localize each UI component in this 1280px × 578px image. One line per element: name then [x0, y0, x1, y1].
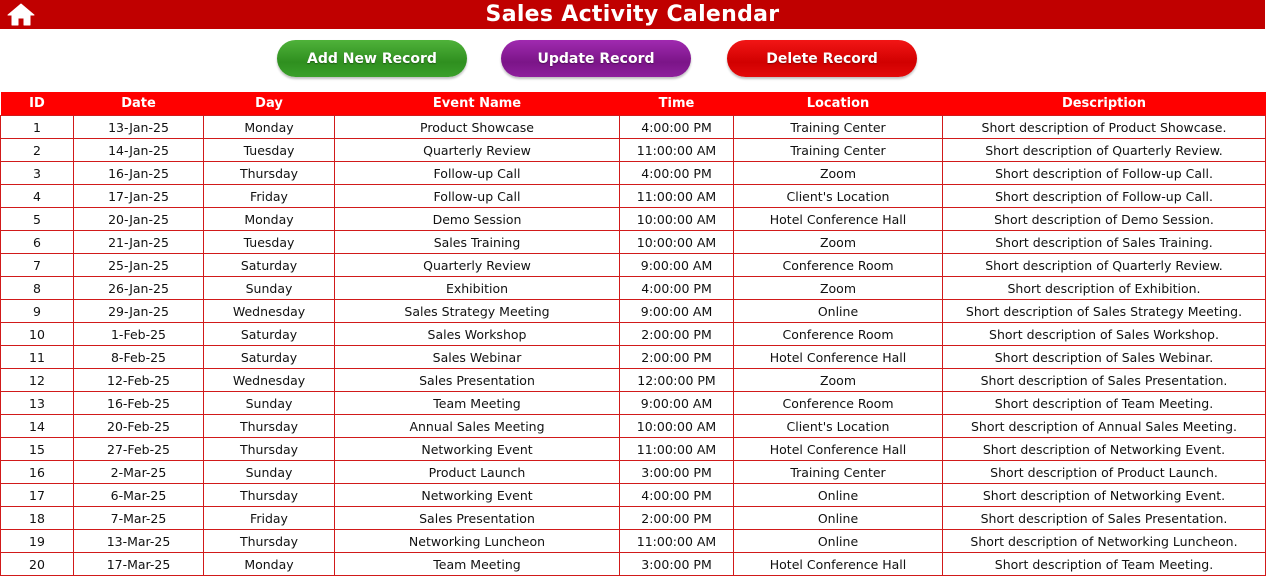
cell-day[interactable]: Monday: [204, 208, 335, 231]
cell-time[interactable]: 2:00:00 PM: [620, 507, 734, 530]
cell-id[interactable]: 6: [1, 231, 74, 254]
cell-description[interactable]: Short description of Team Meeting.: [943, 392, 1266, 415]
update-record-button[interactable]: Update Record: [501, 40, 691, 77]
cell-event-name[interactable]: Follow-up Call: [335, 162, 620, 185]
cell-description[interactable]: Short description of Follow-up Call.: [943, 162, 1266, 185]
cell-day[interactable]: Thursday: [204, 162, 335, 185]
cell-date[interactable]: 13-Jan-25: [74, 116, 204, 139]
cell-time[interactable]: 9:00:00 AM: [620, 254, 734, 277]
cell-location[interactable]: Hotel Conference Hall: [734, 208, 943, 231]
cell-id[interactable]: 1: [1, 116, 74, 139]
cell-location[interactable]: Zoom: [734, 369, 943, 392]
cell-description[interactable]: Short description of Quarterly Review.: [943, 254, 1266, 277]
cell-day[interactable]: Wednesday: [204, 300, 335, 323]
cell-description[interactable]: Short description of Sales Presentation.: [943, 369, 1266, 392]
cell-id[interactable]: 4: [1, 185, 74, 208]
cell-id[interactable]: 18: [1, 507, 74, 530]
cell-event-name[interactable]: Networking Event: [335, 438, 620, 461]
cell-location[interactable]: Training Center: [734, 116, 943, 139]
add-new-record-button[interactable]: Add New Record: [277, 40, 467, 77]
cell-time[interactable]: 10:00:00 AM: [620, 415, 734, 438]
cell-description[interactable]: Short description of Sales Webinar.: [943, 346, 1266, 369]
table-row[interactable]: [1, 254, 1266, 277]
table-row[interactable]: [1, 392, 1266, 415]
cell-description[interactable]: Short description of Product Launch.: [943, 461, 1266, 484]
cell-day[interactable]: Tuesday: [204, 139, 335, 162]
cell-location[interactable]: Client's Location: [734, 185, 943, 208]
cell-description[interactable]: Short description of Networking Event.: [943, 438, 1266, 461]
table-row[interactable]: [1, 185, 1266, 208]
cell-date[interactable]: 1-Feb-25: [74, 323, 204, 346]
cell-id[interactable]: 12: [1, 369, 74, 392]
cell-description[interactable]: Short description of Team Meeting.: [943, 553, 1266, 576]
cell-event-name[interactable]: Sales Webinar: [335, 346, 620, 369]
cell-location[interactable]: Training Center: [734, 461, 943, 484]
cell-location[interactable]: Online: [734, 300, 943, 323]
cell-event-name[interactable]: Exhibition: [335, 277, 620, 300]
cell-day[interactable]: Friday: [204, 185, 335, 208]
cell-date[interactable]: 16-Jan-25: [74, 162, 204, 185]
column-header-location[interactable]: Location: [734, 92, 943, 116]
cell-day[interactable]: Sunday: [204, 461, 335, 484]
table-row[interactable]: [1, 346, 1266, 369]
cell-event-name[interactable]: Sales Training: [335, 231, 620, 254]
cell-day[interactable]: Sunday: [204, 392, 335, 415]
cell-day[interactable]: Monday: [204, 116, 335, 139]
cell-event-name[interactable]: Follow-up Call: [335, 185, 620, 208]
cell-id[interactable]: 16: [1, 461, 74, 484]
column-header-event-name[interactable]: Event Name: [335, 92, 620, 116]
cell-event-name[interactable]: Sales Workshop: [335, 323, 620, 346]
cell-date[interactable]: 13-Mar-25: [74, 530, 204, 553]
cell-day[interactable]: Thursday: [204, 415, 335, 438]
column-header-date[interactable]: Date: [74, 92, 204, 116]
cell-time[interactable]: 11:00:00 AM: [620, 438, 734, 461]
cell-id[interactable]: 20: [1, 553, 74, 576]
cell-date[interactable]: 27-Feb-25: [74, 438, 204, 461]
table-row[interactable]: [1, 438, 1266, 461]
cell-date[interactable]: 20-Jan-25: [74, 208, 204, 231]
table-row[interactable]: [1, 553, 1266, 576]
table-row[interactable]: [1, 323, 1266, 346]
cell-event-name[interactable]: Product Launch: [335, 461, 620, 484]
right-gutter: [1265, 0, 1280, 578]
cell-id[interactable]: 11: [1, 346, 74, 369]
cell-time[interactable]: 9:00:00 AM: [620, 300, 734, 323]
cell-date[interactable]: 26-Jan-25: [74, 277, 204, 300]
cell-date[interactable]: 17-Jan-25: [74, 185, 204, 208]
table-body: [1, 116, 1266, 576]
cell-location[interactable]: Client's Location: [734, 415, 943, 438]
cell-event-name[interactable]: Sales Strategy Meeting: [335, 300, 620, 323]
cell-time[interactable]: 3:00:00 PM: [620, 461, 734, 484]
cell-event-name[interactable]: Sales Presentation: [335, 507, 620, 530]
cell-description[interactable]: Short description of Product Showcase.: [943, 116, 1266, 139]
table-row[interactable]: [1, 300, 1266, 323]
cell-time[interactable]: 2:00:00 PM: [620, 346, 734, 369]
cell-description[interactable]: Short description of Exhibition.: [943, 277, 1266, 300]
cell-time[interactable]: 11:00:00 AM: [620, 139, 734, 162]
cell-day[interactable]: Thursday: [204, 530, 335, 553]
cell-description[interactable]: Short description of Annual Sales Meeting.: [943, 415, 1266, 438]
table-row[interactable]: [1, 277, 1266, 300]
cell-date[interactable]: 29-Jan-25: [74, 300, 204, 323]
table-row[interactable]: [1, 139, 1266, 162]
cell-day[interactable]: Friday: [204, 507, 335, 530]
cell-id[interactable]: 19: [1, 530, 74, 553]
cell-location[interactable]: Zoom: [734, 277, 943, 300]
cell-date[interactable]: 25-Jan-25: [74, 254, 204, 277]
cell-id[interactable]: 8: [1, 277, 74, 300]
cell-date[interactable]: 7-Mar-25: [74, 507, 204, 530]
cell-time[interactable]: 10:00:00 AM: [620, 208, 734, 231]
delete-record-button[interactable]: Delete Record: [727, 40, 917, 77]
cell-day[interactable]: Thursday: [204, 484, 335, 507]
cell-location[interactable]: Training Center: [734, 139, 943, 162]
cell-location[interactable]: Zoom: [734, 231, 943, 254]
records-table: [0, 92, 1266, 576]
cell-time[interactable]: 9:00:00 AM: [620, 392, 734, 415]
cell-location[interactable]: Online: [734, 507, 943, 530]
table-row[interactable]: [1, 530, 1266, 553]
column-header-time[interactable]: Time: [620, 92, 734, 116]
cell-id[interactable]: 15: [1, 438, 74, 461]
cell-day[interactable]: Sunday: [204, 277, 335, 300]
cell-event-name[interactable]: Quarterly Review: [335, 139, 620, 162]
cell-time[interactable]: 4:00:00 PM: [620, 162, 734, 185]
cell-date[interactable]: 6-Mar-25: [74, 484, 204, 507]
cell-id[interactable]: 17: [1, 484, 74, 507]
cell-description[interactable]: Short description of Networking Event.: [943, 484, 1266, 507]
home-icon[interactable]: [6, 2, 36, 27]
cell-date[interactable]: 14-Jan-25: [74, 139, 204, 162]
table-row[interactable]: [1, 231, 1266, 254]
cell-time[interactable]: 11:00:00 AM: [620, 185, 734, 208]
table-row[interactable]: [1, 507, 1266, 530]
cell-date[interactable]: 2-Mar-25: [74, 461, 204, 484]
cell-location[interactable]: Hotel Conference Hall: [734, 553, 943, 576]
cell-event-name[interactable]: Product Showcase: [335, 116, 620, 139]
cell-description[interactable]: Short description of Follow-up Call.: [943, 185, 1266, 208]
cell-description[interactable]: Short description of Demo Session.: [943, 208, 1266, 231]
cell-location[interactable]: Hotel Conference Hall: [734, 438, 943, 461]
cell-time[interactable]: 2:00:00 PM: [620, 323, 734, 346]
table-row[interactable]: [1, 461, 1266, 484]
cell-event-name[interactable]: Sales Presentation: [335, 369, 620, 392]
cell-id[interactable]: 14: [1, 415, 74, 438]
cell-day[interactable]: Wednesday: [204, 369, 335, 392]
cell-description[interactable]: Short description of Sales Training.: [943, 231, 1266, 254]
cell-time[interactable]: 3:00:00 PM: [620, 553, 734, 576]
cell-id[interactable]: 10: [1, 323, 74, 346]
cell-date[interactable]: 17-Mar-25: [74, 553, 204, 576]
table-row[interactable]: [1, 162, 1266, 185]
cell-id[interactable]: 13: [1, 392, 74, 415]
cell-event-name[interactable]: Team Meeting: [335, 553, 620, 576]
cell-time[interactable]: 12:00:00 PM: [620, 369, 734, 392]
cell-time[interactable]: 4:00:00 PM: [620, 484, 734, 507]
table-row[interactable]: [1, 208, 1266, 231]
cell-location[interactable]: Hotel Conference Hall: [734, 346, 943, 369]
cell-date[interactable]: 8-Feb-25: [74, 346, 204, 369]
cell-event-name[interactable]: Annual Sales Meeting: [335, 415, 620, 438]
cell-event-name[interactable]: Quarterly Review: [335, 254, 620, 277]
cell-day[interactable]: Thursday: [204, 438, 335, 461]
cell-description[interactable]: Short description of Sales Strategy Meeting.: [943, 300, 1266, 323]
cell-date[interactable]: 12-Feb-25: [74, 369, 204, 392]
table-row[interactable]: [1, 116, 1266, 139]
table-row[interactable]: [1, 369, 1266, 392]
cell-event-name[interactable]: Demo Session: [335, 208, 620, 231]
column-header-id[interactable]: ID: [1, 92, 74, 116]
cell-event-name[interactable]: Networking Event: [335, 484, 620, 507]
cell-date[interactable]: 16-Feb-25: [74, 392, 204, 415]
cell-date[interactable]: 21-Jan-25: [74, 231, 204, 254]
cell-day[interactable]: Saturday: [204, 346, 335, 369]
cell-date[interactable]: 20-Feb-25: [74, 415, 204, 438]
cell-day[interactable]: Monday: [204, 553, 335, 576]
cell-id[interactable]: 7: [1, 254, 74, 277]
cell-description[interactable]: Short description of Sales Workshop.: [943, 323, 1266, 346]
cell-description[interactable]: Short description of Sales Presentation.: [943, 507, 1266, 530]
column-header-description[interactable]: Description: [943, 92, 1266, 116]
table-header-row: [1, 92, 1266, 116]
cell-location[interactable]: Online: [734, 484, 943, 507]
cell-time[interactable]: 11:00:00 AM: [620, 530, 734, 553]
cell-location[interactable]: Conference Room: [734, 392, 943, 415]
table-row[interactable]: [1, 415, 1266, 438]
cell-event-name[interactable]: Team Meeting: [335, 392, 620, 415]
column-header-day[interactable]: Day: [204, 92, 335, 116]
cell-id[interactable]: 2: [1, 139, 74, 162]
table-row[interactable]: [1, 484, 1266, 507]
title-bar: [0, 0, 1265, 29]
cell-event-name[interactable]: Networking Luncheon: [335, 530, 620, 553]
cell-description[interactable]: Short description of Quarterly Review.: [943, 139, 1266, 162]
cell-time[interactable]: 4:00:00 PM: [620, 116, 734, 139]
cell-location[interactable]: Conference Room: [734, 323, 943, 346]
cell-time[interactable]: 10:00:00 AM: [620, 231, 734, 254]
cell-id[interactable]: 5: [1, 208, 74, 231]
cell-description[interactable]: Short description of Networking Luncheon.: [943, 530, 1266, 553]
cell-day[interactable]: Saturday: [204, 323, 335, 346]
cell-location[interactable]: Zoom: [734, 162, 943, 185]
cell-time[interactable]: 4:00:00 PM: [620, 277, 734, 300]
page-title: Sales Activity Calendar: [485, 2, 780, 27]
cell-id[interactable]: 3: [1, 162, 74, 185]
cell-day[interactable]: Tuesday: [204, 231, 335, 254]
cell-day[interactable]: Saturday: [204, 254, 335, 277]
cell-id[interactable]: 9: [1, 300, 74, 323]
cell-location[interactable]: Conference Room: [734, 254, 943, 277]
cell-location[interactable]: Online: [734, 530, 943, 553]
